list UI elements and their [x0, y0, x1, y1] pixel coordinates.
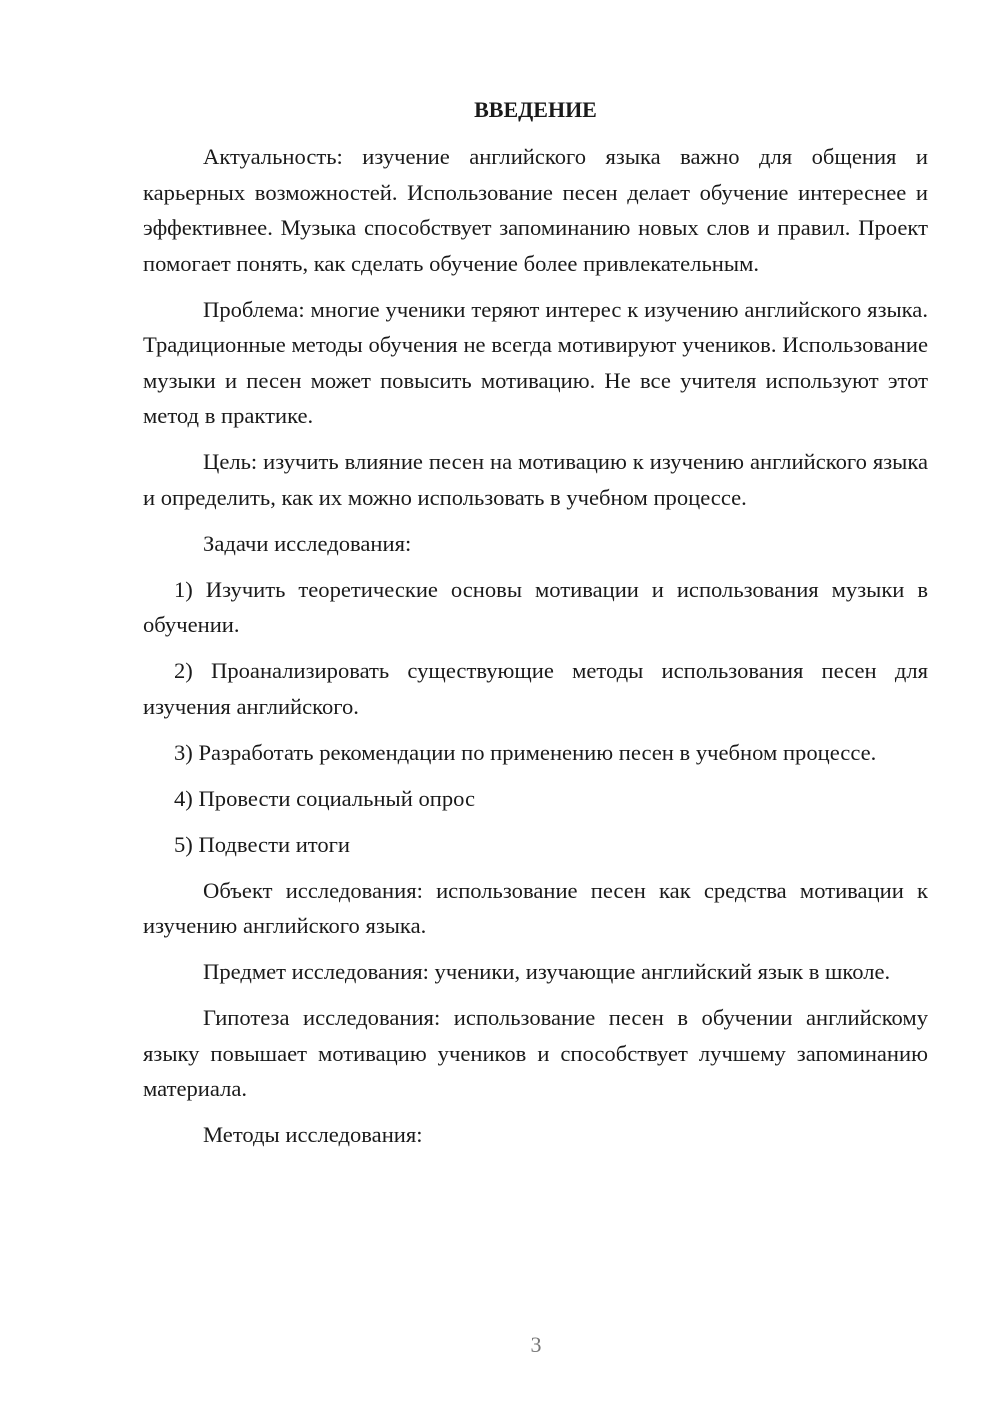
page-number: 3 — [530, 1332, 542, 1357]
goal-paragraph: Цель: изучить влияние песен на мотивацию к изучению английского языка и определить, как их можно использовать в учебном процессе. — [143, 449, 928, 510]
document-page — [143, 92, 928, 1163]
task-item-1: 1) Изучить теоретические основы мотивации и использования музыки в обучении. — [143, 576, 928, 637]
hypothesis-paragraph: Гипотеза исследования: использование песен в обучении английскому языку повышает мотивацию учеников и способствует лучшему запоминанию материала. — [143, 1005, 928, 1101]
page-title: ВВЕДЕНИЕ — [474, 97, 597, 122]
relevance-paragraph: Актуальность: изучение английского языка важно для общения и карьерных возможностей. Использование песен делает обучение интереснее и эффективнее. Музыка способствует запоминанию новых слов и правил. Проект помогает понять, как сделать обучение более привлекательным. — [143, 144, 928, 276]
task-item-4: 4) Провести социальный опрос — [174, 785, 476, 811]
task-item-3: 3) Разработать рекомендации по применению песен в учебном процессе. — [174, 739, 877, 765]
subject-paragraph: Предмет исследования: ученики, изучающие английский язык в школе. — [203, 959, 891, 984]
methods-heading: Методы исследования: — [203, 1122, 423, 1147]
task-item-2: 2) Проанализировать существующие методы использования песен для изучения английского. — [143, 658, 928, 719]
task-item-5: 5) Подвести итоги — [174, 831, 351, 857]
object-paragraph: Объект исследования: использование песен как средства мотивации к изучению английского языка. — [143, 877, 928, 938]
problem-paragraph: Проблема: многие ученики теряют интерес к изучению английского языка. Традиционные методы обучения не всегда мотивируют учеников. Использование музыки и песен может повысить мотивацию. Не все учителя используют этот метод в практике. — [143, 296, 928, 428]
tasks-heading: Задачи исследования: — [203, 530, 412, 556]
